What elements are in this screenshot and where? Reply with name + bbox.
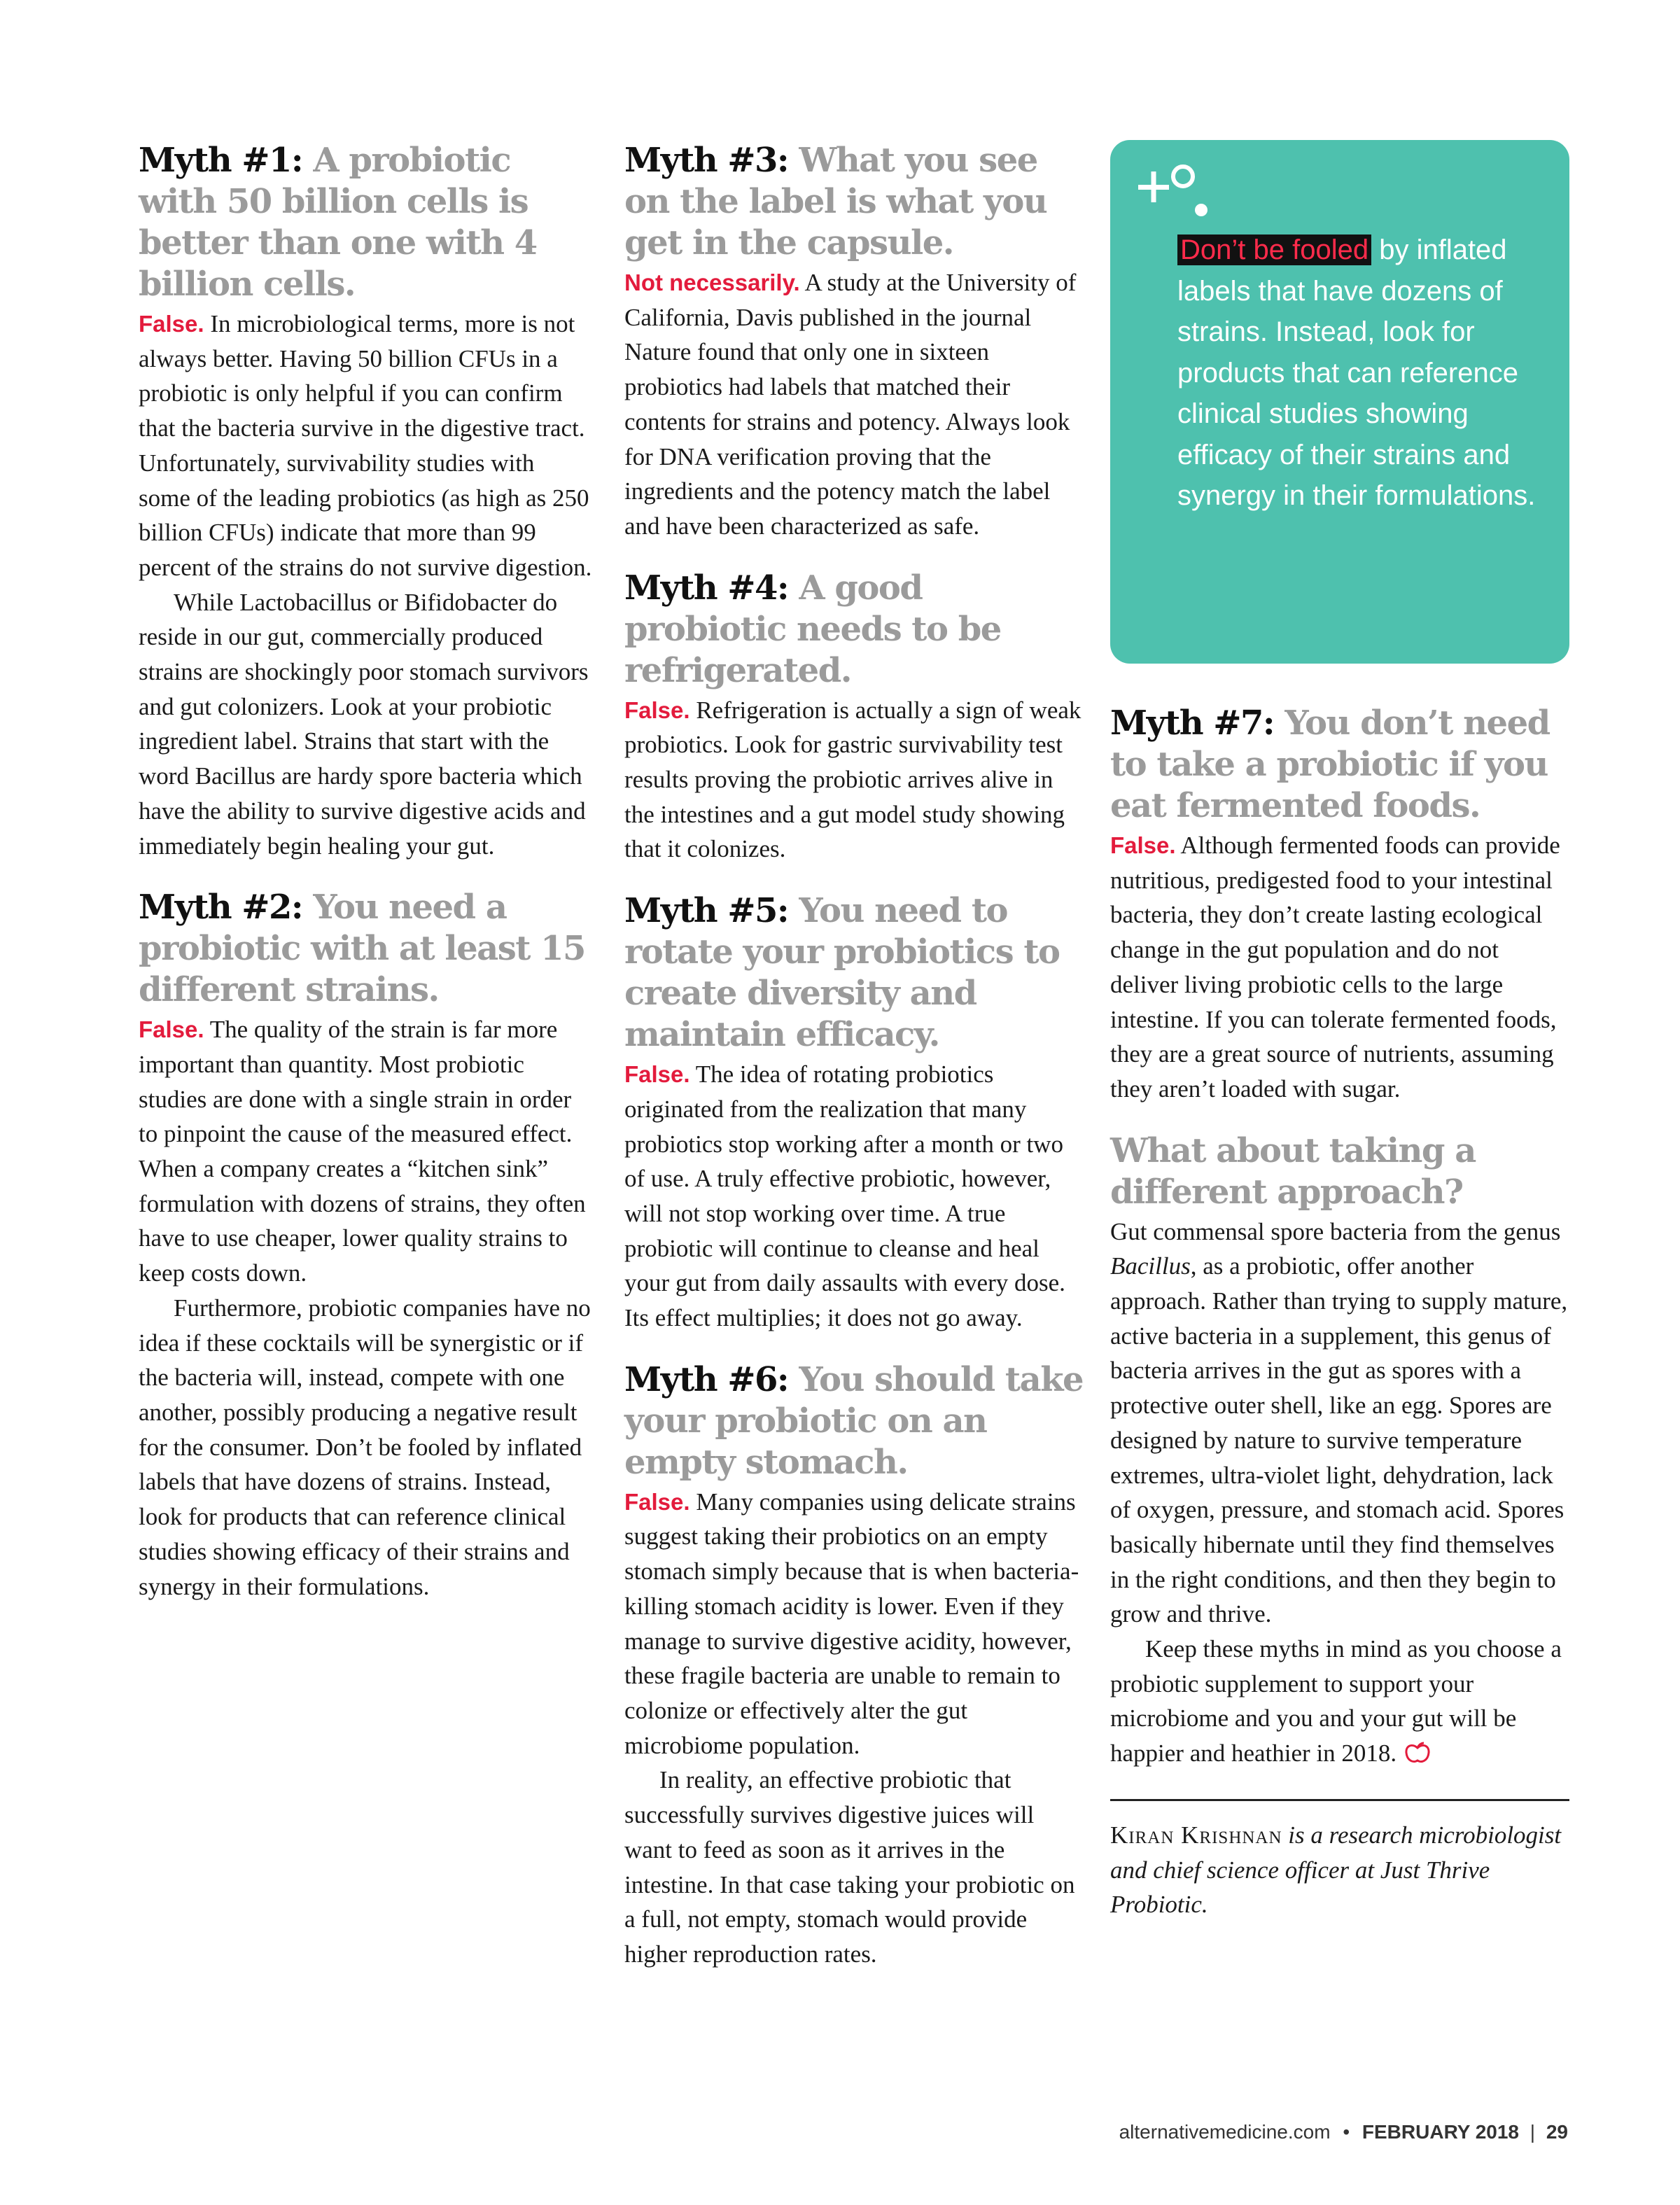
myth-1-text: In microbiological terms, more is not always better. Having 50 billion CFUs in a probiotic is only helpful if you can confirm that the bacteria survive in the digestive tract. Unfortunately, survivability studies with some of the leading probiotics (as high as 250 billion CFUs) indicate that more than 99 percent of the strains do not survive digestion.	[139, 310, 592, 581]
issue-date: FEBRUARY 2018	[1362, 2121, 1519, 2143]
myth-2-text: The quality of the strain is far more important than quantity. Most probiotic studies are done with a single strain in order to pinpoint the cause of the measured effect. When a company creates a “kitchen sink” formulation with dozens of strains, they often have to use cheaper, lower quality strains to keep costs down.	[139, 1016, 586, 1287]
page-number: 29	[1546, 2121, 1568, 2143]
myth-6-label: Myth #6:	[624, 1359, 789, 1399]
myth-4-verdict: False.	[624, 696, 690, 723]
myth-1-label: Myth #1:	[139, 141, 303, 180]
myth-7-verdict: False.	[1110, 832, 1176, 858]
myth-7-text: Although fermented foods can provide nutritious, predigested food to your intestinal bacteria, they don’t create lasting ecological change in the gut population and do not deliver living probiotic cells to the large intestine. If you can tolerate fermented foods, they are a great source of nutrients, assuming they aren’t loaded with sugar.	[1110, 832, 1560, 1102]
author-name: Kiran Krishnan	[1110, 1821, 1282, 1849]
column-1	[139, 140, 592, 1604]
myth-1-heading	[139, 140, 592, 305]
myth-5-body	[624, 1057, 1084, 1336]
approach-text-a: Gut commensal spore bacteria from the genus	[1110, 1217, 1561, 1245]
myth-3-verdict: Not necessarily.	[624, 270, 800, 295]
plus-circle-dot-icon	[1135, 158, 1212, 221]
myth-1-body	[139, 307, 592, 585]
myth-5-verdict: False.	[624, 1061, 690, 1088]
myth-5-title: You need to rotate your probiotics to create diversity and maintain efficacy.	[624, 891, 1060, 1055]
myth-3-title: What you see on the label is what you get in the capsule.	[624, 141, 1047, 262]
approach-text-b: , as a probiotic, offer another approach. Rather than trying to supply mature, active bacteria in a supplement, this genus of bacteria arrives in the gut as spores with a protective outer shell, like an egg. Spores are designed by nature to survive temperature extremes, ultra-violet light, dehydration, lack of oxygen, pressure, and stomach acid. Spores basically hibernate until they find themselves in the right conditions, and then they begin to grow and thrive.	[1110, 1252, 1568, 1628]
myth-2-body-2: Furthermore, probiotic companies have no idea if these cocktails will be synergistic or if the bacteria will, instead, compete with one another, possibly producing a negative result for the consumer. Don’t be fooled by inflated labels that have dozens of strains. Instead, look for products that can reference clinical studies showing efficacy of their strains and synergy in their formulations.	[139, 1294, 591, 1600]
approach-body-2	[1110, 1632, 1569, 1771]
footer-bullet: •	[1343, 2121, 1350, 2143]
myth-6-verdict: False.	[624, 1488, 690, 1515]
column-2	[624, 140, 1084, 1972]
approach-closing-text: Keep these myths in mind as you choose a probiotic supplement to support your microbiome and you and your gut will be happier and heathier in 2018.	[1110, 1635, 1562, 1768]
myth-7-body	[1110, 828, 1569, 1107]
myth-2-body	[139, 1012, 592, 1291]
myth-6-heading	[624, 1359, 1084, 1483]
myth-4-body	[624, 693, 1084, 867]
myth-4-heading	[624, 568, 1084, 692]
callout-box	[1110, 140, 1569, 664]
footer-separator: |	[1530, 2121, 1536, 2143]
site-url: alternativemedicine.com	[1119, 2121, 1331, 2143]
callout-text	[1177, 230, 1541, 517]
myth-2-heading	[139, 887, 592, 1011]
myth-2-title: You need a probiotic with at least 15 different strains.	[139, 888, 585, 1010]
myth-3-text: A study at the University of California, Davis published in the journal Nature found that only one in sixteen probiotics had labels that matched their contents for strains and potency. Always look for DNA verification proving that the ingredients and the potency match the label and have been characterized as safe.	[624, 269, 1077, 540]
apple-end-mark-icon	[1404, 1742, 1432, 1765]
myth-7-label: Myth #7:	[1110, 704, 1275, 743]
myth-6-title: You should take your probiotic on an empty stomach.	[624, 1359, 1083, 1482]
myth-4-text: Refrigeration is actually a sign of weak probiotics. Look for gastric survivability test results proving the probiotic arrives alive in the intestines and a gut model study showing that it colonizes.	[624, 696, 1082, 863]
callout-body: by inflated labels that have dozens of strains. Instead, look for products that can reference clinical studies showing efficacy of their strains and synergy in their formulations.	[1177, 234, 1536, 511]
myth-1-verdict: False.	[139, 311, 204, 337]
myth-2-verdict: False.	[139, 1016, 204, 1043]
myth-5-heading	[624, 890, 1084, 1056]
myth-7-heading	[1110, 703, 1569, 827]
myth-2-label: Myth #2:	[139, 888, 303, 927]
myth-6-body-2: In reality, an effective probiotic that successfully survives digestive juices will want to feed as soon as it arrives in the intestine. In that case taking your probiotic on a full, not empty, stomach would provide higher reproduction rates.	[624, 1766, 1075, 1968]
myth-6-text: Many companies using delicate strains suggest taking their probiotics on an empty stomach simply because that is when bacteria-killing stomach acidity is lower. Even if they manage to survive digestive acidity, however, these fragile bacteria are unable to remain to colonize or effectively alter the gut microbiome population.	[624, 1488, 1079, 1759]
column-3	[1110, 703, 1569, 1922]
myth-1-title: A probiotic with 50 billion cells is better than one with 4 billion cells.	[139, 141, 537, 304]
callout-highlight: Don’t be fooled	[1177, 234, 1371, 265]
approach-genus: Bacillus	[1110, 1252, 1191, 1280]
approach-heading	[1110, 1130, 1569, 1213]
myth-7-title: You don’t need to take a probiotic if you eat fermented foods.	[1110, 704, 1550, 825]
myth-3-label: Myth #3:	[624, 141, 789, 180]
myth-4-title: A good probiotic needs to be refrigerated.	[624, 568, 1001, 690]
myth-4-label: Myth #4:	[624, 568, 789, 608]
myth-6-body	[624, 1485, 1084, 1763]
page-footer	[1119, 2121, 1568, 2143]
myth-3-heading	[624, 140, 1084, 264]
myth-3-body	[624, 265, 1084, 544]
bio-divider	[1110, 1799, 1569, 1801]
myth-1-body-2: While Lactobacillus or Bifidobacter do reside in our gut, commercially produced strains are shockingly poor stomach survivors and gut colonizers. Look at your probiotic ingredient label. Strains that start with the word Bacillus are hardy spore bacteria which have the ability to survive digestive acids and immediately begin healing your gut.	[139, 588, 589, 860]
author-bio-text: is a research microbiologist and chief science officer at Just Thrive Probiotic.	[1110, 1821, 1562, 1919]
author-bio	[1110, 1818, 1569, 1922]
approach-title: What about taking a different approach?	[1110, 1130, 1476, 1212]
approach-body	[1110, 1214, 1569, 1632]
myth-5-label: Myth #5:	[624, 891, 789, 931]
myth-5-text: The idea of rotating probiotics originated from the realization that many probiotics stop working after a month or two of use. A truly effective probiotic, however, will not stop working over time. A true probiotic will continue to cleanse and heal your gut from daily assaults with every dose. Its effect multiplies; it does not go away.	[624, 1060, 1065, 1332]
